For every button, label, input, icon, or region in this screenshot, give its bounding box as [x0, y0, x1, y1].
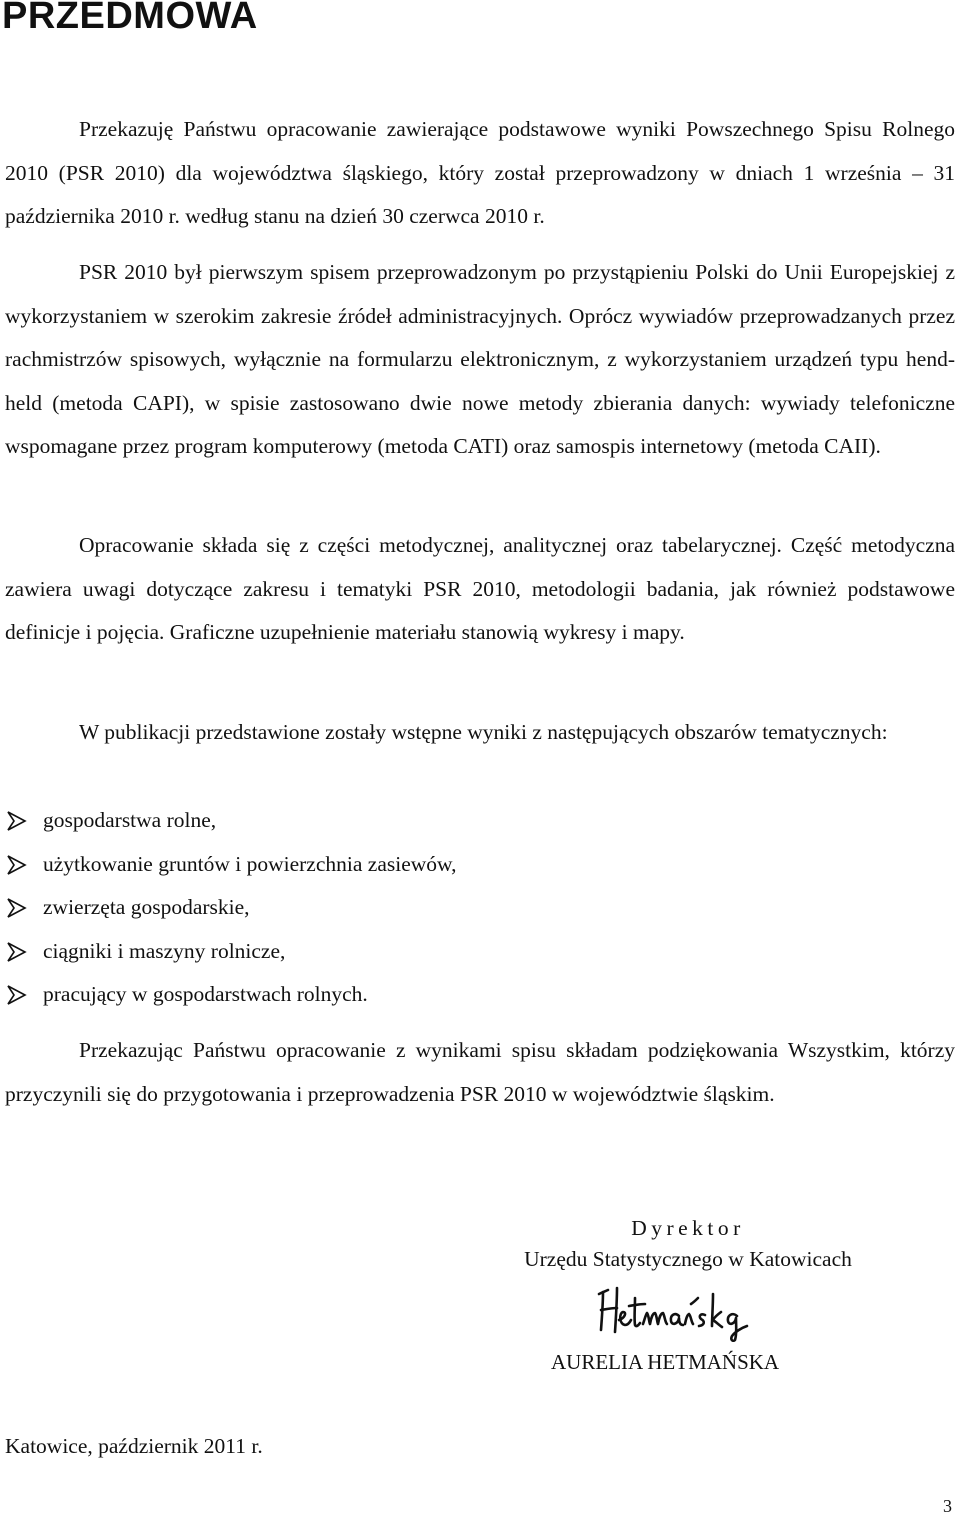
paragraph-methods: [5, 251, 955, 469]
paragraph-methods-text: PSR 2010 był pierwszym spisem przeprowadzonym po przystąpieniu Polski do Unii Europejskiej z wykorzystaniem w szerokim zakresie źródeł administracyjnych. Oprócz wywiadów przeprowadzanych przez rachmistrzów spisowych, wyłącznie na formularzu elektronicznym, z wykorzystaniem urządzeń typu hend-held (metoda CAPI), w spisie zastosowano dwie nowe metody zbierania danych: wywiady telefoniczne wspomagane przez program komputerowy (metoda CATI) oraz samospis internetowy (metoda CAII).: [5, 260, 955, 458]
list-item-text: użytkowanie gruntów i powierzchnia zasiewów,: [43, 851, 457, 876]
arrowhead-bullet-icon: [5, 886, 43, 930]
paragraph-topics-intro: [5, 711, 955, 755]
list-item: [5, 886, 905, 930]
handwritten-signature-icon: [595, 1280, 765, 1347]
paragraph-structure: [5, 524, 955, 655]
paragraph-intro: [5, 108, 955, 239]
paragraph-structure-text: Opracowanie składa się z części metodycznej, analitycznej oraz tabelarycznej. Część metodyczna zawiera uwagi dotyczące zakresu i tematyki PSR 2010, metodologii badania, jak również podstawowe definicje i pojęcia. Graficzne uzupełnienie materiału stanowią wykresy i mapy.: [5, 533, 955, 644]
list-item-text: gospodarstwa rolne,: [43, 808, 217, 832]
signature-block: [480, 1212, 896, 1273]
paragraph-thanks-text: Przekazując Państwu opracowanie z wynikami spisu składam podziękowania Wszystkim, którzy przyczynili się do przygotowania i przeprowadzenia PSR 2010 w województwie śląskim.: [5, 1038, 955, 1106]
signer-name: AURELIA HETMAŃSKA: [551, 1350, 780, 1374]
arrowhead-bullet-icon: [5, 799, 43, 843]
list-item: [5, 973, 905, 1017]
list-item: [5, 930, 905, 974]
arrowhead-bullet-icon: [5, 973, 43, 1017]
topics-list: [5, 799, 905, 1017]
arrowhead-bullet-icon: [5, 843, 43, 887]
arrowhead-bullet-icon: [5, 930, 43, 974]
list-item-text: zwierzęta gospodarskie,: [43, 895, 250, 919]
signer-office: Urzędu Statystycznego w Katowicach: [524, 1247, 852, 1271]
page-number: 3: [943, 1496, 952, 1516]
place-and-date: Katowice, październik 2011 r.: [5, 1434, 263, 1458]
list-item: [5, 843, 905, 887]
list-item: [5, 799, 905, 843]
paragraph-thanks: [5, 1029, 955, 1116]
page-title: PRZEDMOWA: [2, 0, 258, 37]
signer-role: Dyrektor: [631, 1216, 745, 1240]
paragraph-topics-intro-text: W publikacji przedstawione zostały wstępne wyniki z następujących obszarów tematycznych:: [79, 720, 888, 744]
list-item-text: ciągniki i maszyny rolnicze,: [43, 938, 286, 963]
paragraph-intro-text: Przekazuję Państwu opracowanie zawierające podstawowe wyniki Powszechnego Spisu Rolnego 2010 (PSR 2010) dla województwa śląskiego, który został przeprowadzony w dniach 1 września – 31 października 2010 r. według stanu na dzień 30 czerwca 2010 r.: [5, 117, 955, 228]
list-item-text: pracujący w gospodarstwach rolnych.: [43, 982, 368, 1006]
